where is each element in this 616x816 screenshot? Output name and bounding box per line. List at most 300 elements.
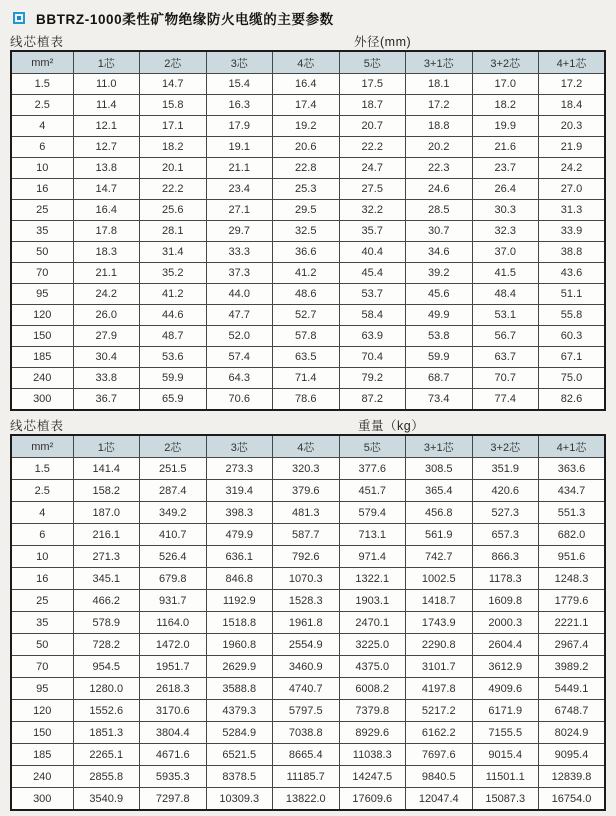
row-size-cell: 300 [11, 389, 73, 411]
value-cell: 10309.3 [206, 788, 273, 811]
column-header-cell: 1芯 [73, 51, 140, 74]
value-cell: 9840.5 [406, 766, 473, 788]
table-row [11, 568, 605, 590]
value-cell: 55.8 [539, 305, 606, 326]
column-header-cell: 4+1芯 [539, 435, 606, 458]
row-size-cell: 6 [11, 137, 73, 158]
row-size-cell: 4 [11, 502, 73, 524]
value-cell: 363.6 [539, 458, 606, 480]
value-cell: 21.9 [539, 137, 606, 158]
value-cell: 3804.4 [140, 722, 207, 744]
value-cell: 26.0 [73, 305, 140, 326]
row-size-cell: 50 [11, 634, 73, 656]
row-size-cell: 95 [11, 678, 73, 700]
value-cell: 18.2 [140, 137, 207, 158]
table-row [11, 95, 605, 116]
value-cell: 13822.0 [273, 788, 340, 811]
value-cell: 57.4 [206, 347, 273, 368]
value-cell: 287.4 [140, 480, 207, 502]
value-cell: 1322.1 [339, 568, 406, 590]
value-cell: 377.6 [339, 458, 406, 480]
value-cell: 379.6 [273, 480, 340, 502]
value-cell: 40.4 [339, 242, 406, 263]
value-cell: 17.2 [539, 74, 606, 95]
weight-table [10, 434, 606, 811]
value-cell: 17.5 [339, 74, 406, 95]
value-cell: 14.7 [73, 179, 140, 200]
column-header-cell: 4+1芯 [539, 51, 606, 74]
value-cell: 24.6 [406, 179, 473, 200]
value-cell: 3460.9 [273, 656, 340, 678]
value-cell: 16.3 [206, 95, 273, 116]
row-size-cell: 150 [11, 326, 73, 347]
row-size-cell: 185 [11, 744, 73, 766]
table2-unit-label: 重量（kg） [358, 419, 425, 433]
value-cell: 6748.7 [539, 700, 606, 722]
value-cell: 9095.4 [539, 744, 606, 766]
value-cell: 578.9 [73, 612, 140, 634]
value-cell: 5284.9 [206, 722, 273, 744]
table-row [11, 766, 605, 788]
value-cell: 82.6 [539, 389, 606, 411]
header-row [11, 51, 605, 74]
value-cell: 6171.9 [472, 700, 539, 722]
value-cell: 5935.3 [140, 766, 207, 788]
value-cell: 1248.3 [539, 568, 606, 590]
value-cell: 22.2 [339, 137, 406, 158]
value-cell: 59.9 [406, 347, 473, 368]
value-cell: 273.3 [206, 458, 273, 480]
value-cell: 68.7 [406, 368, 473, 389]
table-row [11, 284, 605, 305]
value-cell: 319.4 [206, 480, 273, 502]
row-size-cell: 35 [11, 612, 73, 634]
value-cell: 33.9 [539, 221, 606, 242]
column-header-cell: 3+2芯 [472, 435, 539, 458]
value-cell: 24.2 [539, 158, 606, 179]
value-cell: 22.8 [273, 158, 340, 179]
value-cell: 31.4 [140, 242, 207, 263]
table-row [11, 74, 605, 95]
value-cell: 7379.8 [339, 700, 406, 722]
table-row [11, 242, 605, 263]
value-cell: 45.6 [406, 284, 473, 305]
outer-diameter-table [10, 50, 606, 411]
value-cell: 4671.6 [140, 744, 207, 766]
table-row [11, 678, 605, 700]
value-cell: 53.6 [140, 347, 207, 368]
value-cell: 526.4 [140, 546, 207, 568]
value-cell: 43.6 [539, 263, 606, 284]
value-cell: 1951.7 [140, 656, 207, 678]
value-cell: 8378.5 [206, 766, 273, 788]
value-cell: 481.3 [273, 502, 340, 524]
value-cell: 17.8 [73, 221, 140, 242]
row-size-cell: 185 [11, 347, 73, 368]
value-cell: 846.8 [206, 568, 273, 590]
value-cell: 70.4 [339, 347, 406, 368]
value-cell: 21.1 [73, 263, 140, 284]
value-cell: 63.9 [339, 326, 406, 347]
value-cell: 48.6 [273, 284, 340, 305]
value-cell: 37.3 [206, 263, 273, 284]
value-cell: 27.9 [73, 326, 140, 347]
table-row [11, 326, 605, 347]
value-cell: 45.4 [339, 263, 406, 284]
value-cell: 1903.1 [339, 590, 406, 612]
column-header-cell: mm² [11, 51, 73, 74]
value-cell: 1192.9 [206, 590, 273, 612]
value-cell: 713.1 [339, 524, 406, 546]
table-row [11, 347, 605, 368]
table1-unit-label: 外径(mm) [354, 35, 412, 49]
value-cell: 1472.0 [140, 634, 207, 656]
table-row [11, 480, 605, 502]
column-header-cell: 4芯 [273, 435, 340, 458]
row-size-cell: 1.5 [11, 74, 73, 95]
value-cell: 58.4 [339, 305, 406, 326]
value-cell: 5449.1 [539, 678, 606, 700]
value-cell: 47.7 [206, 305, 273, 326]
column-header-cell: 3+1芯 [406, 435, 473, 458]
row-size-cell: 95 [11, 284, 73, 305]
value-cell: 3989.2 [539, 656, 606, 678]
value-cell: 2470.1 [339, 612, 406, 634]
value-cell: 1609.8 [472, 590, 539, 612]
row-size-cell: 10 [11, 546, 73, 568]
value-cell: 31.3 [539, 200, 606, 221]
column-header-cell: 3+2芯 [472, 51, 539, 74]
value-cell: 579.4 [339, 502, 406, 524]
value-cell: 18.7 [339, 95, 406, 116]
value-cell: 792.6 [273, 546, 340, 568]
value-cell: 48.4 [472, 284, 539, 305]
value-cell: 561.9 [406, 524, 473, 546]
row-size-cell: 2.5 [11, 480, 73, 502]
column-header-cell: 3芯 [206, 51, 273, 74]
value-cell: 27.0 [539, 179, 606, 200]
row-size-cell: 150 [11, 722, 73, 744]
value-cell: 14.7 [140, 74, 207, 95]
table1-label-row [10, 31, 606, 50]
value-cell: 70.6 [206, 389, 273, 411]
title-row [13, 10, 606, 26]
value-cell: 20.6 [273, 137, 340, 158]
value-cell: 32.3 [472, 221, 539, 242]
value-cell: 26.4 [472, 179, 539, 200]
value-cell: 3170.6 [140, 700, 207, 722]
table-row [11, 656, 605, 678]
value-cell: 60.3 [539, 326, 606, 347]
value-cell: 32.2 [339, 200, 406, 221]
value-cell: 866.3 [472, 546, 539, 568]
value-cell: 351.9 [472, 458, 539, 480]
value-cell: 33.8 [73, 368, 140, 389]
value-cell: 19.9 [472, 116, 539, 137]
value-cell: 6008.2 [339, 678, 406, 700]
row-size-cell: 70 [11, 263, 73, 284]
value-cell: 1743.9 [406, 612, 473, 634]
value-cell: 587.7 [273, 524, 340, 546]
row-size-cell: 16 [11, 179, 73, 200]
table-row [11, 634, 605, 656]
value-cell: 971.4 [339, 546, 406, 568]
table-row [11, 116, 605, 137]
value-cell: 35.2 [140, 263, 207, 284]
value-cell: 41.2 [273, 263, 340, 284]
value-cell: 27.5 [339, 179, 406, 200]
value-cell: 682.0 [539, 524, 606, 546]
header-row [11, 435, 605, 458]
value-cell: 5797.5 [273, 700, 340, 722]
value-cell: 954.5 [73, 656, 140, 678]
value-cell: 18.1 [406, 74, 473, 95]
value-cell: 3101.7 [406, 656, 473, 678]
column-header-cell: 3+1芯 [406, 51, 473, 74]
value-cell: 53.7 [339, 284, 406, 305]
value-cell: 7155.5 [472, 722, 539, 744]
value-cell: 22.2 [140, 179, 207, 200]
value-cell: 1528.3 [273, 590, 340, 612]
value-cell: 17.4 [273, 95, 340, 116]
value-cell: 434.7 [539, 480, 606, 502]
value-cell: 19.1 [206, 137, 273, 158]
value-cell: 17.9 [206, 116, 273, 137]
value-cell: 12.1 [73, 116, 140, 137]
value-cell: 308.5 [406, 458, 473, 480]
value-cell: 51.1 [539, 284, 606, 305]
value-cell: 17.1 [140, 116, 207, 137]
value-cell: 420.6 [472, 480, 539, 502]
table-row [11, 158, 605, 179]
value-cell: 78.6 [273, 389, 340, 411]
value-cell: 11.4 [73, 95, 140, 116]
value-cell: 1070.3 [273, 568, 340, 590]
value-cell: 2618.3 [140, 678, 207, 700]
value-cell: 32.5 [273, 221, 340, 242]
value-cell: 38.8 [539, 242, 606, 263]
value-cell: 18.2 [472, 95, 539, 116]
value-cell: 53.1 [472, 305, 539, 326]
column-header-cell: 2芯 [140, 51, 207, 74]
row-size-cell: 25 [11, 590, 73, 612]
value-cell: 25.3 [273, 179, 340, 200]
value-cell: 65.9 [140, 389, 207, 411]
value-cell: 2855.8 [73, 766, 140, 788]
value-cell: 21.1 [206, 158, 273, 179]
value-cell: 14247.5 [339, 766, 406, 788]
value-cell: 2000.3 [472, 612, 539, 634]
value-cell: 30.4 [73, 347, 140, 368]
value-cell: 63.5 [273, 347, 340, 368]
value-cell: 27.1 [206, 200, 273, 221]
value-cell: 158.2 [73, 480, 140, 502]
table-row [11, 179, 605, 200]
square-bullet-icon [13, 12, 25, 24]
value-cell: 4197.8 [406, 678, 473, 700]
value-cell: 2629.9 [206, 656, 273, 678]
row-size-cell: 35 [11, 221, 73, 242]
value-cell: 271.3 [73, 546, 140, 568]
value-cell: 1280.0 [73, 678, 140, 700]
value-cell: 2554.9 [273, 634, 340, 656]
table-row [11, 458, 605, 480]
value-cell: 36.7 [73, 389, 140, 411]
value-cell: 44.0 [206, 284, 273, 305]
value-cell: 56.7 [472, 326, 539, 347]
table-row [11, 368, 605, 389]
value-cell: 345.1 [73, 568, 140, 590]
value-cell: 52.7 [273, 305, 340, 326]
value-cell: 53.8 [406, 326, 473, 347]
value-cell: 20.2 [406, 137, 473, 158]
value-cell: 3540.9 [73, 788, 140, 811]
value-cell: 17609.6 [339, 788, 406, 811]
table-row [11, 700, 605, 722]
value-cell: 251.5 [140, 458, 207, 480]
value-cell: 2967.4 [539, 634, 606, 656]
value-cell: 636.1 [206, 546, 273, 568]
value-cell: 6521.5 [206, 744, 273, 766]
row-size-cell: 240 [11, 368, 73, 389]
column-header-cell: 1芯 [73, 435, 140, 458]
value-cell: 1779.6 [539, 590, 606, 612]
value-cell: 29.7 [206, 221, 273, 242]
value-cell: 25.6 [140, 200, 207, 221]
value-cell: 4909.6 [472, 678, 539, 700]
value-cell: 28.5 [406, 200, 473, 221]
value-cell: 1002.5 [406, 568, 473, 590]
value-cell: 1960.8 [206, 634, 273, 656]
column-header-cell: 4芯 [273, 51, 340, 74]
value-cell: 320.3 [273, 458, 340, 480]
value-cell: 33.3 [206, 242, 273, 263]
table1-left-label: 线芯植表 [10, 35, 65, 49]
value-cell: 67.1 [539, 347, 606, 368]
value-cell: 16.4 [73, 200, 140, 221]
value-cell: 41.5 [472, 263, 539, 284]
value-cell: 17.2 [406, 95, 473, 116]
value-cell: 20.1 [140, 158, 207, 179]
value-cell: 466.2 [73, 590, 140, 612]
row-size-cell: 4 [11, 116, 73, 137]
value-cell: 398.3 [206, 502, 273, 524]
value-cell: 2604.4 [472, 634, 539, 656]
value-cell: 23.4 [206, 179, 273, 200]
table2-label-row [10, 415, 606, 434]
value-cell: 8665.4 [273, 744, 340, 766]
value-cell: 77.4 [472, 389, 539, 411]
value-cell: 4379.3 [206, 700, 273, 722]
value-cell: 7038.8 [273, 722, 340, 744]
value-cell: 71.4 [273, 368, 340, 389]
column-header-cell: 3芯 [206, 435, 273, 458]
value-cell: 1164.0 [140, 612, 207, 634]
value-cell: 57.8 [273, 326, 340, 347]
value-cell: 9015.4 [472, 744, 539, 766]
value-cell: 479.9 [206, 524, 273, 546]
value-cell: 37.0 [472, 242, 539, 263]
value-cell: 24.2 [73, 284, 140, 305]
table2-left-label: 线芯植表 [10, 419, 65, 433]
row-size-cell: 1.5 [11, 458, 73, 480]
value-cell: 52.0 [206, 326, 273, 347]
value-cell: 410.7 [140, 524, 207, 546]
value-cell: 1961.8 [273, 612, 340, 634]
value-cell: 63.7 [472, 347, 539, 368]
value-cell: 1418.7 [406, 590, 473, 612]
column-header-cell: mm² [11, 435, 73, 458]
row-size-cell: 16 [11, 568, 73, 590]
row-size-cell: 70 [11, 656, 73, 678]
value-cell: 19.2 [273, 116, 340, 137]
value-cell: 30.3 [472, 200, 539, 221]
value-cell: 21.6 [472, 137, 539, 158]
value-cell: 187.0 [73, 502, 140, 524]
value-cell: 18.4 [539, 95, 606, 116]
value-cell: 365.4 [406, 480, 473, 502]
value-cell: 2290.8 [406, 634, 473, 656]
value-cell: 657.3 [472, 524, 539, 546]
row-size-cell: 50 [11, 242, 73, 263]
table-row [11, 200, 605, 221]
value-cell: 951.6 [539, 546, 606, 568]
table-row [11, 389, 605, 411]
value-cell: 87.2 [339, 389, 406, 411]
value-cell: 5217.2 [406, 700, 473, 722]
value-cell: 3612.9 [472, 656, 539, 678]
row-size-cell: 240 [11, 766, 73, 788]
value-cell: 728.2 [73, 634, 140, 656]
value-cell: 41.2 [140, 284, 207, 305]
value-cell: 70.7 [472, 368, 539, 389]
value-cell: 1851.3 [73, 722, 140, 744]
value-cell: 1518.8 [206, 612, 273, 634]
value-cell: 75.0 [539, 368, 606, 389]
value-cell: 16.4 [273, 74, 340, 95]
value-cell: 39.2 [406, 263, 473, 284]
value-cell: 15.8 [140, 95, 207, 116]
value-cell: 456.8 [406, 502, 473, 524]
value-cell: 18.8 [406, 116, 473, 137]
page-title: BBTRZ-1000柔性矿物绝缘防火电缆的主要参数 [36, 12, 334, 27]
table-row [11, 546, 605, 568]
table-row [11, 524, 605, 546]
value-cell: 64.3 [206, 368, 273, 389]
value-cell: 4740.7 [273, 678, 340, 700]
row-size-cell: 25 [11, 200, 73, 221]
value-cell: 20.7 [339, 116, 406, 137]
value-cell: 141.4 [73, 458, 140, 480]
value-cell: 1552.6 [73, 700, 140, 722]
value-cell: 24.7 [339, 158, 406, 179]
value-cell: 16754.0 [539, 788, 606, 811]
value-cell: 551.3 [539, 502, 606, 524]
value-cell: 12047.4 [406, 788, 473, 811]
value-cell: 49.9 [406, 305, 473, 326]
value-cell: 11.0 [73, 74, 140, 95]
value-cell: 931.7 [140, 590, 207, 612]
row-size-cell: 120 [11, 305, 73, 326]
value-cell: 7297.8 [140, 788, 207, 811]
value-cell: 73.4 [406, 389, 473, 411]
value-cell: 8024.9 [539, 722, 606, 744]
table-row [11, 221, 605, 242]
value-cell: 2221.1 [539, 612, 606, 634]
value-cell: 8929.6 [339, 722, 406, 744]
value-cell: 20.3 [539, 116, 606, 137]
value-cell: 12.7 [73, 137, 140, 158]
